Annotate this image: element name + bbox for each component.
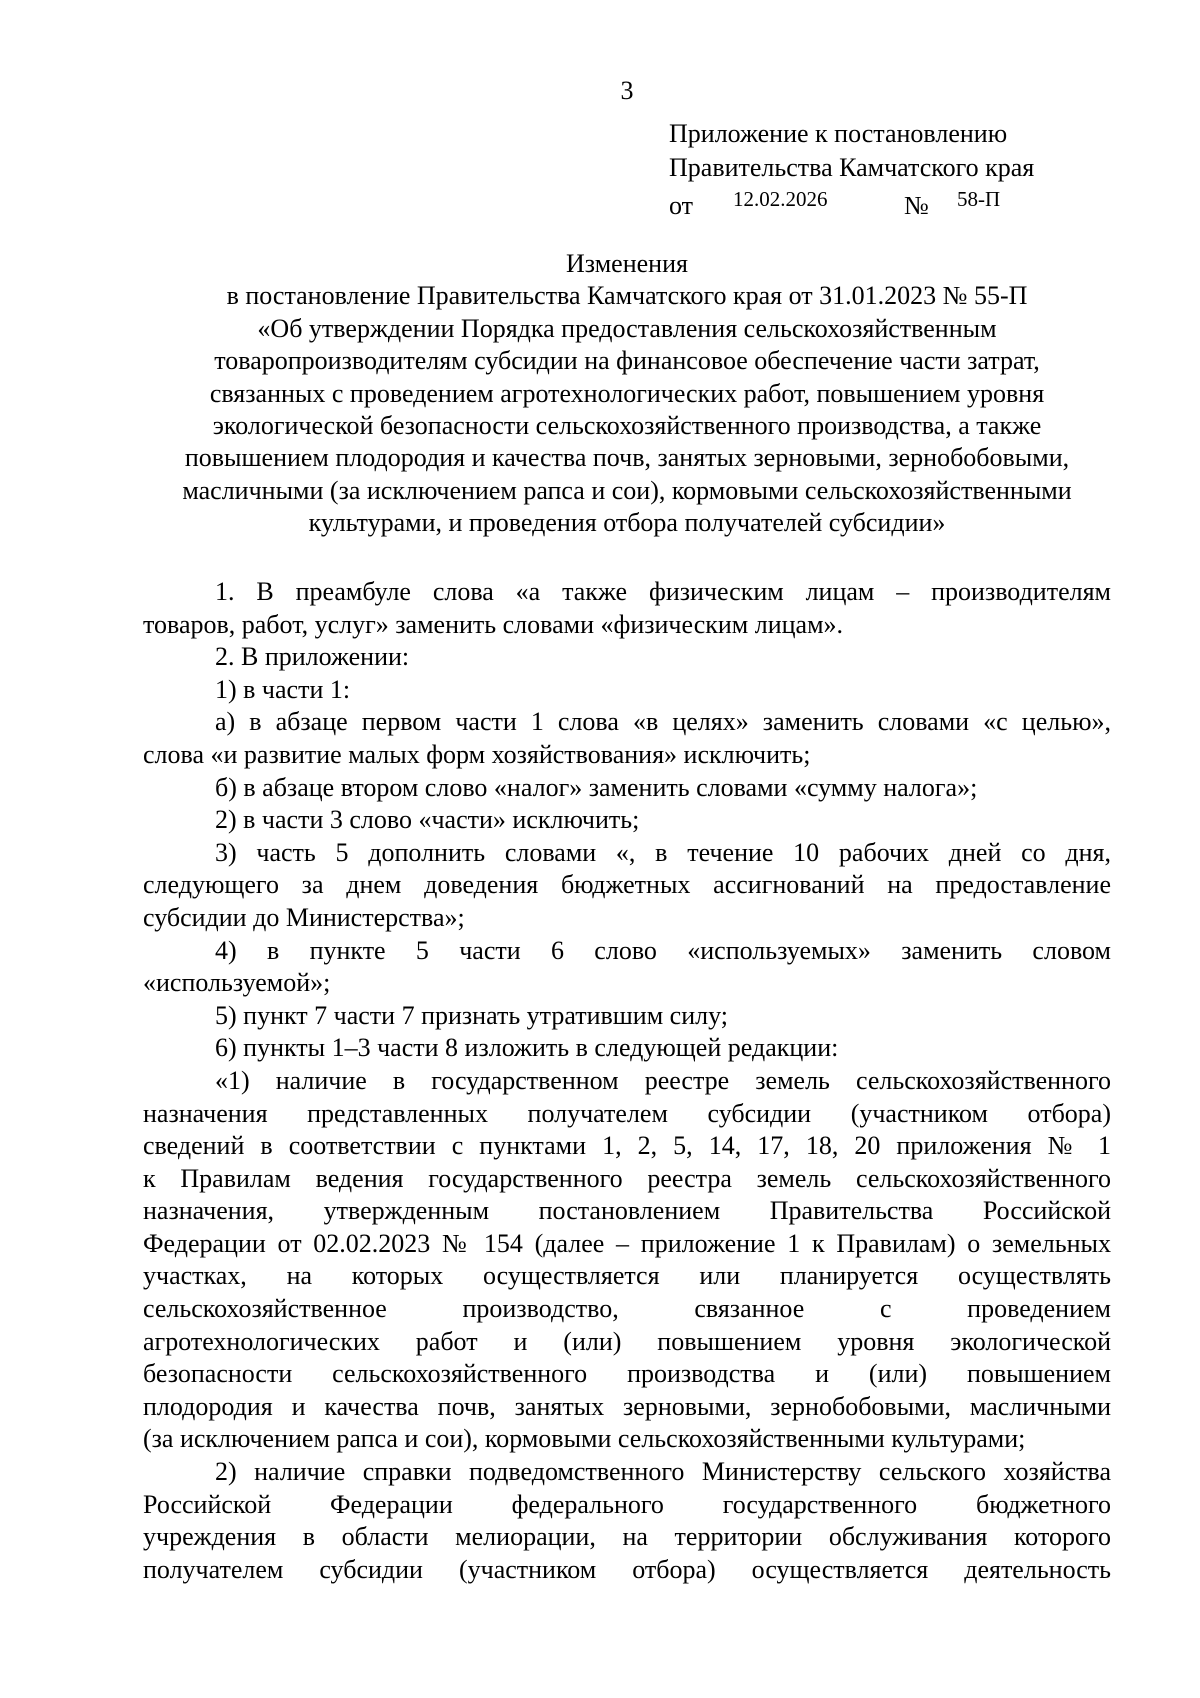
body-line: получателем субсидии (участником отбора) осуществляется деятельность (143, 1554, 1111, 1584)
title-line: культурами, и проведения отбора получателей субсидии» (308, 508, 946, 538)
body-line: «1) наличие в государственном реестре земель сельскохозяйственного (215, 1065, 1111, 1095)
document-title (143, 248, 1111, 540)
body-line: 6) пункты 1–3 части 8 изложить в следующей редакции: (215, 1033, 839, 1063)
document-body (143, 576, 1111, 1586)
number-label: № (904, 191, 929, 220)
body-line: 2) в части 3 слово «части» исключить; (215, 805, 640, 835)
title-line: повышением плодородия и качества почв, занятых зерновыми, зернобобовыми, (184, 443, 1070, 473)
title-line: связанных с проведением агротехнологических работ, повышением уровня (209, 378, 1045, 408)
title-line: в постановление Правительства Камчатского края от 31.01.2023 № 55-П (226, 281, 1028, 311)
body-line: Российской Федерации федерального государственного бюджетного (143, 1489, 1111, 1519)
body-line: сведений в соответствии с пунктами 1, 2, 5, 14, 17, 18, 20 приложения № 1 (143, 1131, 1111, 1161)
body-line: 3) часть 5 дополнить словами «, в течение 10 рабочих дней со дня, (215, 837, 1111, 867)
page-number: 3 (620, 76, 634, 105)
body-line: плодородия и качества почв, занятых зерновыми, зернобобовыми, масличными (143, 1391, 1111, 1421)
body-line: безопасности сельскохозяйственного производства и (или) повышением (143, 1359, 1111, 1389)
body-line: (за исключением рапса и сои), кормовыми сельскохозяйственными культурами; (143, 1424, 1026, 1454)
title-line: «Об утверждении Порядка предоставления сельскохозяйственным (257, 313, 997, 343)
body-line: 4) в пункте 5 части 6 слово «используемых» заменить словом (215, 935, 1111, 965)
body-line: следующего за днем доведения бюджетных ассигнований на предоставление (143, 870, 1111, 900)
body-line: агротехнологических работ и (или) повышением уровня экологической (143, 1326, 1111, 1356)
body-line: 5) пункт 7 части 7 признать утратившим силу; (215, 1000, 728, 1030)
appendix-date-number (669, 185, 1149, 219)
body-line: 1) в части 1: (215, 674, 351, 704)
body-line: 1. В преамбуле слова «а также физическим лицам – производителям (215, 577, 1111, 606)
resolution-date: 12.02.2026 (733, 187, 828, 211)
body-line: субсидии до Министерства»; (143, 902, 465, 932)
title-line: экологической безопасности сельскохозяйственного производства, а также (212, 411, 1042, 441)
body-line: «используемой»; (143, 968, 331, 998)
body-line: а) в абзаце первом части 1 слова «в целях» заменить словами «с целью», (215, 707, 1111, 737)
body-line: назначения представленных получателем субсидии (участником отбора) (143, 1098, 1111, 1128)
appendix-header (669, 117, 1149, 219)
title-line: масличными (за исключением рапса и сои), кормовыми сельскохозяйственными (182, 475, 1072, 505)
body-line: 2) наличие справки подведомственного Министерству сельского хозяйства (215, 1457, 1111, 1487)
body-line: б) в абзаце втором слово «налог» заменить словами «сумму налога»; (215, 772, 978, 802)
body-line: товаров, работ, услуг» заменить словами «физическим лицам». (143, 609, 844, 639)
body-line: 2. В приложении: (215, 642, 410, 672)
title-line: Изменения (566, 249, 688, 278)
body-line: назначения, утвержденным постановлением Правительства Российской (143, 1196, 1111, 1226)
body-line: сельскохозяйственное производство, связанное с проведением (143, 1294, 1111, 1324)
appendix-title-line-1: Приложение к постановлению (669, 119, 1008, 148)
body-line: участках, на которых осуществляется или планируется осуществлять (143, 1261, 1111, 1291)
body-line: Федерации от 02.02.2023 № 154 (далее – приложение 1 к Правилам) о земельных (143, 1228, 1111, 1258)
body-line: к Правилам ведения государственного реестра земель сельскохозяйственного (143, 1163, 1111, 1193)
body-line: слова «и развитие малых форм хозяйствования» исключить; (143, 739, 811, 769)
resolution-number: 58-П (957, 187, 1001, 211)
from-label: от (669, 191, 694, 220)
appendix-title-line-2: Правительства Камчатского края (669, 153, 1035, 182)
title-line: товаропроизводителям субсидии на финансовое обеспечение части затрат, (214, 346, 1040, 376)
body-line: учреждения в области мелиорации, на территории обслуживания которого (143, 1522, 1111, 1552)
